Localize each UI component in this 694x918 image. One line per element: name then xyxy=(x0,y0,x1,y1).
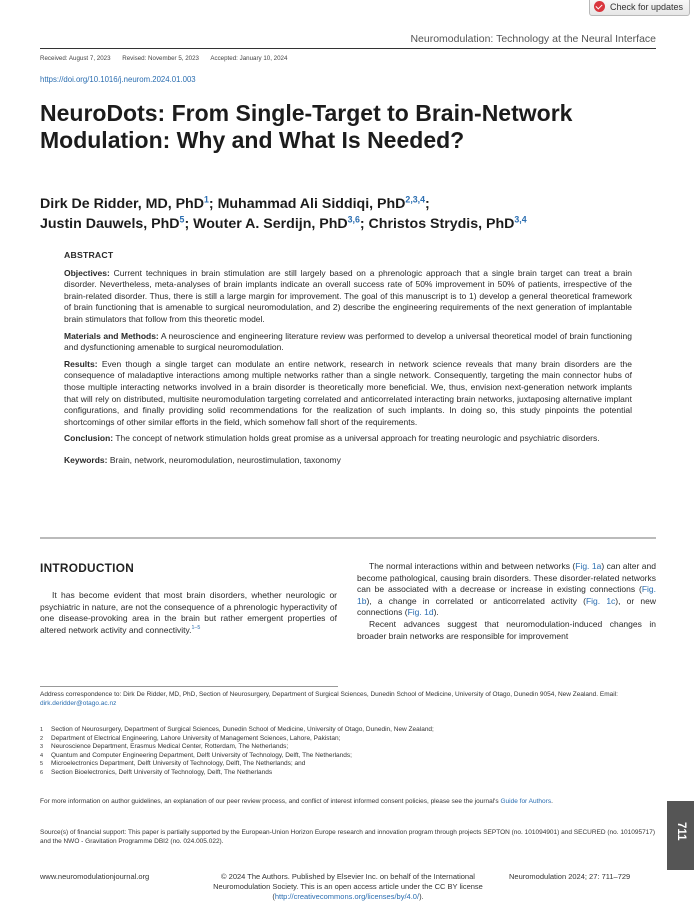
intro-right-column: The normal interactions within and between networks (Fig. 1a) can alter and become pathological, causing brain disorders. These disorder-related networks can be associated with a decrease or increase in existing connections (Fig. 1b), a change in correlated or anticorrelated activity (Fig. 1c), or new connections (Fig. 1d). Recent advances suggest that neuromodulation-induced changes in broader brain networks are responsible for improvement xyxy=(357,561,656,641)
author: Justin Dauwels, PhD$^5$; xyxy=(40,214,194,232)
header-rule xyxy=(40,48,656,49)
article-dates xyxy=(40,55,297,62)
abstract xyxy=(64,250,632,472)
figure-link[interactable]: Fig. 1c xyxy=(585,595,616,606)
author-affiliation-ref[interactable]: 5 xyxy=(179,214,185,225)
page-number: 711 xyxy=(675,822,687,841)
figure-link[interactable]: Fig. 1a xyxy=(575,561,602,571)
figure-link[interactable]: Fig. 1b xyxy=(357,584,656,606)
author-affiliation-ref[interactable]: 2,3,4 xyxy=(405,194,425,205)
guidelines-note: For more information on author guidelines, an explanation of our peer review process, and conflict of interest informed consent policies, please see the journal's Guide for Authors. xyxy=(40,798,553,805)
journal-citation: Neuromodulation 2024; 27: 711–729 xyxy=(509,872,631,881)
affiliation-item: 6 Section Bioelectronics, Delft University of Technology, Delft, The Netherlands xyxy=(40,768,273,776)
introduction-heading: INTRODUCTION xyxy=(40,561,135,575)
author: Muhammad Ali Siddiqi, PhD$^{2,3,4}$; xyxy=(217,194,430,212)
author: Christos Strydis, PhD$^{3,4}$ xyxy=(368,214,527,232)
abstract-results: Results: Even though a single target can modulate an entire network, research in network science reveals that many brain disorders are the consequence of maladaptive interactions among multiple networks rather than a single network. Consequently, targeting the main connector hubs of those multiple interacting networks involved in a brain disorder is theoretically more beneficial. We, thus, envision next-generation network implants that will rely on distributed, multisite neuromodulation targeting correlated and anticorrelated interacting brain networks, juxtaposing alternative implant configurations, and finally providing solid recommendations for the realization of such implants. In doing so, this study pinpoints the potential shortcomings of other similar efforts in the field, which somehow fall short of the requirements. xyxy=(64,358,632,427)
accepted-date: Accepted: January 10, 2024 xyxy=(210,55,288,62)
correspondence-note: Address correspondence to: Dirk De Ridder, MD, PhD, Section of Neurosurgery, Department of Surgical Sciences, Dunedin School of Medicine, University of Otago, Dunedin 9054, New Zealand. Email: dirk.deridder@otago.ac.nz xyxy=(40,691,618,707)
check-badge-icon xyxy=(594,1,605,12)
author-affiliation-ref[interactable]: 1 xyxy=(203,194,209,205)
journal-website[interactable]: www.neuromodulationjournal.org xyxy=(40,872,150,881)
author-affiliation-ref[interactable]: 3,6 xyxy=(347,214,360,225)
abstract-methods: Materials and Methods: A neuroscience and engineering literature review was performed to develop a universal theoretical model of brain functioning and dysfunctioning amenable to surgical neuromodulation. xyxy=(64,330,632,353)
financial-support-note: Source(s) of financial support: This paper is partially supported by the European-Union Horizon Europe research and innovation program through projects SEPTON (no. 101094901) and SECURED (no. 101095717) and the NWO - Gravitation Programme DBI2 (no. 024.005.022). xyxy=(40,829,656,845)
article-title: NeuroDots: From Single-Target to Brain-Network Modulation: Why and What Is Needed? xyxy=(40,100,573,153)
author: Wouter A. Serdijn, PhD$^{3,6}$; xyxy=(193,214,369,232)
section-divider xyxy=(40,537,656,539)
license-note: © 2024 The Authors. Published by Elsevier Inc. on behalf of the International Neuromodulation Society. This is an open access article under the CC BY license (http://creativecommons.org/licenses/by/4.0/). xyxy=(213,872,483,901)
received-date: Received: August 7, 2023 xyxy=(40,55,111,62)
citation-ref[interactable]: 1–5 xyxy=(191,624,201,631)
check-for-updates-button[interactable] xyxy=(589,0,690,16)
affiliation-item: 1 Section of Neurosurgery, Department of Surgical Sciences, Dunedin School of Medicine, University of Otago, Dunedin, New Zealand; xyxy=(40,726,434,733)
affiliation-item: 4 Quantum and Computer Engineering Department, Delft University of Technology, Delft, The Netherlands; xyxy=(40,751,352,759)
email-link[interactable]: dirk.deridder@otago.ac.nz xyxy=(40,699,117,707)
guide-for-authors-link[interactable]: Guide for Authors xyxy=(500,798,552,805)
author-list xyxy=(40,194,660,234)
author-affiliation-ref[interactable]: 3,4 xyxy=(514,214,527,225)
intro-left-column: It has become evident that most brain disorders, whether neurologic or psychiatric in nature, are not the consequence of a phrenologic hyperactivity of one disease-provoking area in the brain but rather emergent properties of altered network activity and connectivity.$^{1-5}$ xyxy=(40,590,337,635)
license-link[interactable]: http://creativecommons.org/licenses/by/4.0/ xyxy=(274,892,420,901)
footnote-rule xyxy=(40,686,338,687)
affiliation-item: 2 Department of Electrical Engineering, Lahore University of Management Sciences, Lahore, Pakistan; xyxy=(40,734,341,742)
doi-link[interactable]: https://doi.org/10.1016/j.neurom.2024.01.003 xyxy=(40,75,196,84)
affiliation-item: 5 Microelectronics Department, Delft University of Technology, Delft, The Netherlands; and xyxy=(40,760,306,768)
revised-date: Revised: November 5, 2023 xyxy=(122,55,199,62)
abstract-objectives: Objectives: Current techniques in brain stimulation are still largely based on a phrenologic approach that a single brain target can treat a brain disorder. Nevertheless, meta-analyses of brain implants indicate an overall success rate of 50% improvement in 50% of patients, irrespective of the brain-related disorder. Thus, there is still a large margin for improvement. The goal of this manuscript is to 1) develop a general theoretical framework of brain functioning that is amenable to surgical neuromodulation, and 2) describe the engineering requirements of the next generation of implantable brain stimulators that follow from this theoretic model. xyxy=(64,267,632,324)
affiliation-item: 3 Neuroscience Department, Erasmus Medical Center, Rotterdam, The Netherlands; xyxy=(40,743,289,751)
abstract-conclusion: Conclusion: The concept of network stimulation holds great promise as a universal approach for treating neurologic and psychiatric disorders. xyxy=(64,433,600,444)
figure-link[interactable]: Fig. 1d xyxy=(407,607,434,618)
abstract-keywords: Keywords: Brain, network, neuromodulation, neurostimulation, taxonomy xyxy=(64,454,341,465)
abstract-heading: ABSTRACT xyxy=(64,250,114,260)
journal-name: Neuromodulation: Technology at the Neural Interface xyxy=(410,33,656,45)
affiliations-list xyxy=(40,726,660,778)
check-for-updates-label: Check for updates xyxy=(609,1,683,12)
author: Dirk De Ridder, MD, PhD$^1$; xyxy=(40,194,218,212)
